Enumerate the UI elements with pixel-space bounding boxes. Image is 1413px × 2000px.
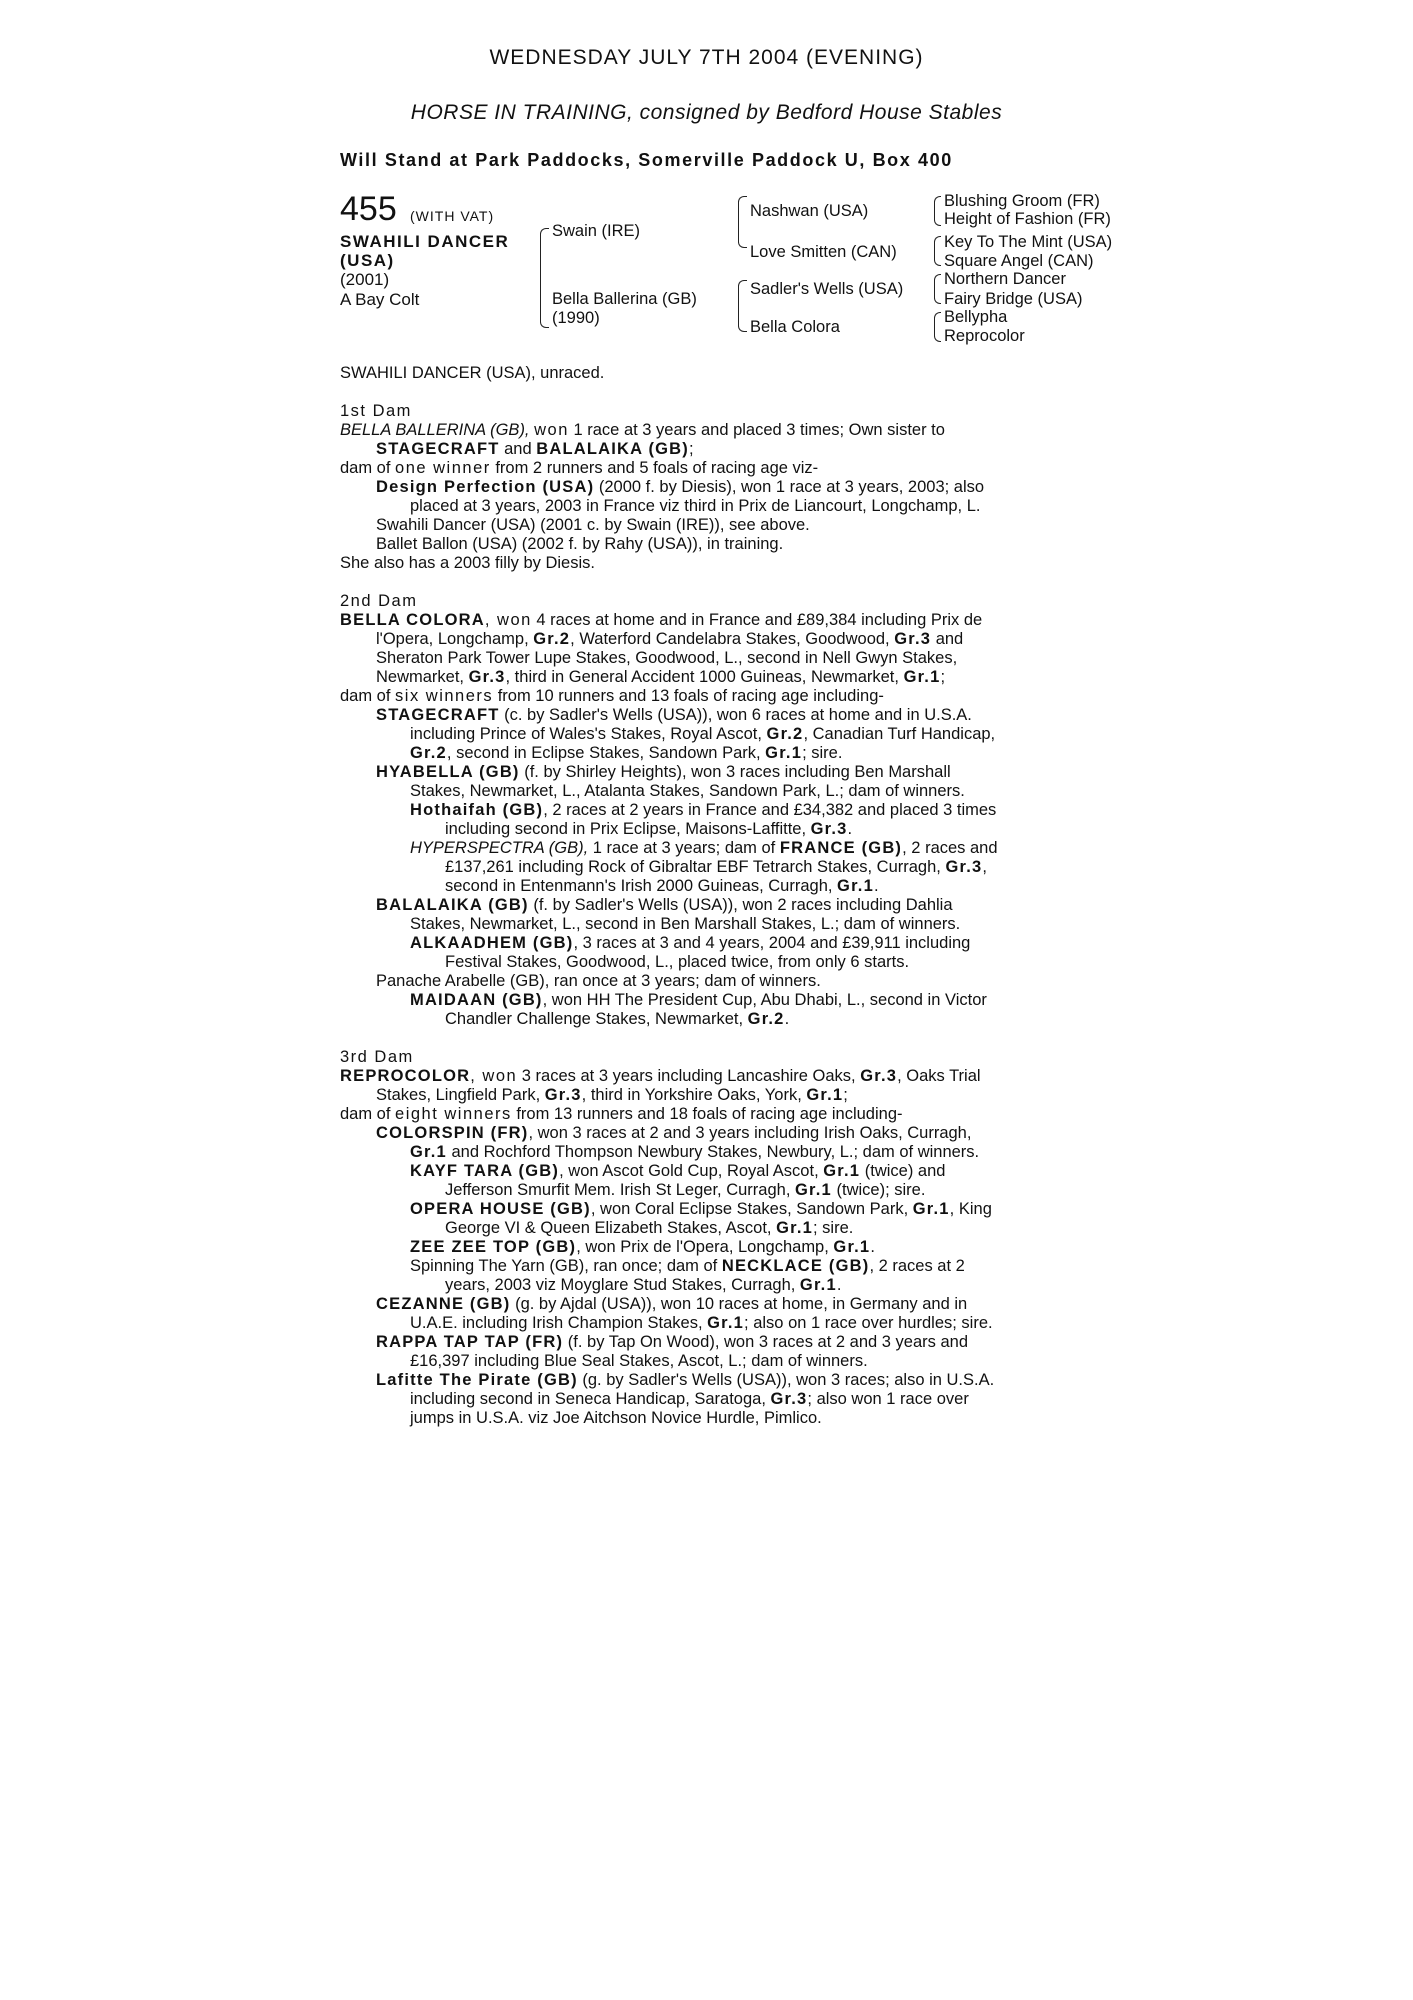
- text-line: Gr.2, second in Eclipse Stakes, Sandown Park, Gr.1; sire.: [410, 744, 843, 762]
- sire-sire-sire: Blushing Groom (FR): [944, 192, 1100, 210]
- text-line: including Prince of Wales's Stakes, Royal Ascot, Gr.2, Canadian Turf Handicap,: [410, 725, 996, 743]
- text-line: BELLA COLORA, won 4 races at home and in France and £89,384 including Prix de: [340, 611, 983, 629]
- dam-dam: Bella Colora: [750, 318, 840, 336]
- text-line: Stakes, Lingfield Park, Gr.3, third in Yorkshire Oaks, York, Gr.1;: [376, 1086, 848, 1104]
- sire: Swain (IRE): [552, 222, 641, 240]
- pedigree-brace: [540, 228, 549, 328]
- dam-dam-dam: Reprocolor: [944, 327, 1025, 345]
- dam-year: (1990): [552, 309, 600, 327]
- text-line: Stakes, Newmarket, L., second in Ben Marshall Stakes, L.; dam of winners.: [410, 915, 961, 933]
- text-line: £137,261 including Rock of Gibraltar EBF Tetrarch Stakes, Curragh, Gr.3,: [445, 858, 987, 876]
- text-line: Stakes, Newmarket, L., Atalanta Stakes, Sandown Park, L.; dam of winners.: [410, 782, 965, 800]
- text-line: BELLA BALLERINA (GB), won 1 race at 3 years and placed 3 times; Own sister to: [340, 421, 945, 439]
- text-line: ZEE ZEE TOP (GB), won Prix de l'Opera, Longchamp, Gr.1.: [410, 1238, 875, 1256]
- stabling-location: Will Stand at Park Paddocks, Somerville Paddock U, Box 400: [340, 150, 953, 170]
- text-line: Newmarket, Gr.3, third in General Accident 1000 Guineas, Newmarket, Gr.1;: [376, 668, 946, 686]
- text-line: Design Perfection (USA) (2000 f. by Diesis), won 1 race at 3 years, 2003; also: [376, 478, 985, 496]
- second-dam-heading: 2nd Dam: [340, 592, 418, 610]
- text-line: dam of six winners from 10 runners and 13 foals of racing age including-: [340, 687, 884, 705]
- text-line: Hothaifah (GB), 2 races at 2 years in France and £34,382 and placed 3 times: [410, 801, 997, 819]
- text-line: COLORSPIN (FR), won 3 races at 2 and 3 years including Irish Oaks, Curragh,: [376, 1124, 972, 1142]
- horse-name: [340, 232, 520, 270]
- lot-number: 455: [340, 190, 397, 228]
- text-line: dam of one winner from 2 runners and 5 foals of racing age viz-: [340, 459, 819, 477]
- text-line: HYABELLA (GB) (f. by Shirley Heights), won 3 races including Ben Marshall: [376, 763, 951, 781]
- text-line: including second in Seneca Handicap, Saratoga, Gr.3; also won 1 race over: [410, 1390, 969, 1408]
- text-line: She also has a 2003 filly by Diesis.: [340, 554, 595, 572]
- text-line: George VI & Queen Elizabeth Stakes, Ascot, Gr.1; sire.: [445, 1219, 854, 1237]
- text-line: including second in Prix Eclipse, Maisons-Laffitte, Gr.3.: [445, 820, 853, 838]
- pedigree-brace: [934, 196, 941, 226]
- text-line: Gr.1 and Rochford Thompson Newbury Stakes, Newbury, L.; dam of winners.: [410, 1143, 980, 1161]
- pedigree-brace: [934, 236, 941, 266]
- text-line: Ballet Ballon (USA) (2002 f. by Rahy (USA)), in training.: [376, 535, 784, 553]
- text-line: jumps in U.S.A. viz Joe Aitchson Novice Hurdle, Pimlico.: [410, 1409, 822, 1427]
- sire-dam-sire: Key To The Mint (USA): [944, 233, 1113, 251]
- text-line: £16,397 including Blue Seal Stakes, Ascot, L.; dam of winners.: [410, 1352, 868, 1370]
- text-line: l'Opera, Longchamp, Gr.2, Waterford Candelabra Stakes, Goodwood, Gr.3 and: [376, 630, 964, 648]
- text-line: placed at 3 years, 2003 in France viz third in Prix de Liancourt, Longchamp, L.: [410, 497, 981, 515]
- text-line: HYPERSPECTRA (GB), 1 race at 3 years; dam of FRANCE (GB), 2 races and: [410, 839, 998, 857]
- text-line: Sheraton Park Tower Lupe Stakes, Goodwood, L., second in Nell Gwyn Stakes,: [376, 649, 958, 667]
- text-line: CEZANNE (GB) (g. by Ajdal (USA)), won 10 races at home, in Germany and in: [376, 1295, 968, 1313]
- vat-note: (WITH VAT): [410, 208, 495, 224]
- horse-name-line2: (USA): [340, 251, 395, 270]
- dam-sire-dam: Fairy Bridge (USA): [944, 290, 1083, 308]
- text-line: Festival Stakes, Goodwood, L., placed twice, from only 6 starts.: [445, 953, 910, 971]
- text-line: Swahili Dancer (USA) (2001 c. by Swain (IRE)), see above.: [376, 516, 810, 534]
- sire-dam-dam: Square Angel (CAN): [944, 252, 1094, 270]
- pedigree-brace: [738, 280, 747, 332]
- text-line: KAYF TARA (GB), won Ascot Gold Cup, Royal Ascot, Gr.1 (twice) and: [410, 1162, 946, 1180]
- text-line: years, 2003 viz Moyglare Stud Stakes, Curragh, Gr.1.: [445, 1276, 842, 1294]
- pedigree-brace: [738, 196, 747, 248]
- text-line: dam of eight winners from 13 runners and 18 foals of racing age including-: [340, 1105, 903, 1123]
- dam-sire-sire: Northern Dancer: [944, 270, 1066, 288]
- produce-record: [340, 364, 1080, 1428]
- dam: Bella Ballerina (GB): [552, 290, 697, 308]
- text-line: second in Entenmann's Irish 2000 Guineas, Curragh, Gr.1.: [445, 877, 879, 895]
- text-line: STAGECRAFT and BALALAIKA (GB);: [376, 440, 694, 458]
- consignor-subtitle: HORSE IN TRAINING, consigned by Bedford House Stables: [410, 101, 1003, 124]
- text-line: BALALAIKA (GB) (f. by Sadler's Wells (USA)), won 2 races including Dahlia: [376, 896, 953, 914]
- horse-name-line1: SWAHILI DANCER: [340, 232, 510, 251]
- sire-dam: Love Smitten (CAN): [750, 243, 897, 261]
- text-line: Jefferson Smurfit Mem. Irish St Leger, Curragh, Gr.1 (twice); sire.: [445, 1181, 926, 1199]
- text-line: U.A.E. including Irish Champion Stakes, Gr.1; also on 1 race over hurdles; sire.: [410, 1314, 993, 1332]
- text-line: RAPPA TAP TAP (FR) (f. by Tap On Wood), won 3 races at 2 and 3 years and: [376, 1333, 969, 1351]
- horse-year: (2001): [340, 270, 390, 289]
- text-line: STAGECRAFT (c. by Sadler's Wells (USA)), won 6 races at home and in U.S.A.: [376, 706, 972, 724]
- text-line: Spinning The Yarn (GB), ran once; dam of NECKLACE (GB), 2 races at 2: [410, 1257, 965, 1275]
- text-line: ALKAADHEM (GB), 3 races at 3 and 4 years, 2004 and £39,911 including: [410, 934, 971, 952]
- dam-dam-sire: Bellypha: [944, 308, 1008, 326]
- text-line: Lafitte The Pirate (GB) (g. by Sadler's Wells (USA)), won 3 races; also in U.S.A.: [376, 1371, 995, 1389]
- intro-line: SWAHILI DANCER (USA), unraced.: [340, 364, 605, 382]
- pedigree-brace: [934, 274, 941, 304]
- text-line: Panache Arabelle (GB), ran once at 3 years; dam of winners.: [376, 972, 821, 990]
- dam-sire: Sadler's Wells (USA): [750, 280, 904, 298]
- sire-sire-dam: Height of Fashion (FR): [944, 210, 1111, 228]
- text-line: MAIDAAN (GB), won HH The President Cup, Abu Dhabi, L., second in Victor: [410, 991, 987, 1009]
- text-line: REPROCOLOR, won 3 races at 3 years including Lancashire Oaks, Gr.3, Oaks Trial: [340, 1067, 981, 1085]
- first-dam-heading: 1st Dam: [340, 402, 412, 420]
- pedigree-brace: [934, 312, 941, 342]
- sale-date: WEDNESDAY JULY 7TH 2004 (EVENING): [489, 46, 924, 69]
- text-line: OPERA HOUSE (GB), won Coral Eclipse Stakes, Sandown Park, Gr.1, King: [410, 1200, 992, 1218]
- third-dam-heading: 3rd Dam: [340, 1048, 414, 1066]
- sire-sire: Nashwan (USA): [750, 202, 869, 220]
- text-line: Chandler Challenge Stakes, Newmarket, Gr.2.: [445, 1010, 790, 1028]
- horse-description: A Bay Colt: [340, 290, 420, 309]
